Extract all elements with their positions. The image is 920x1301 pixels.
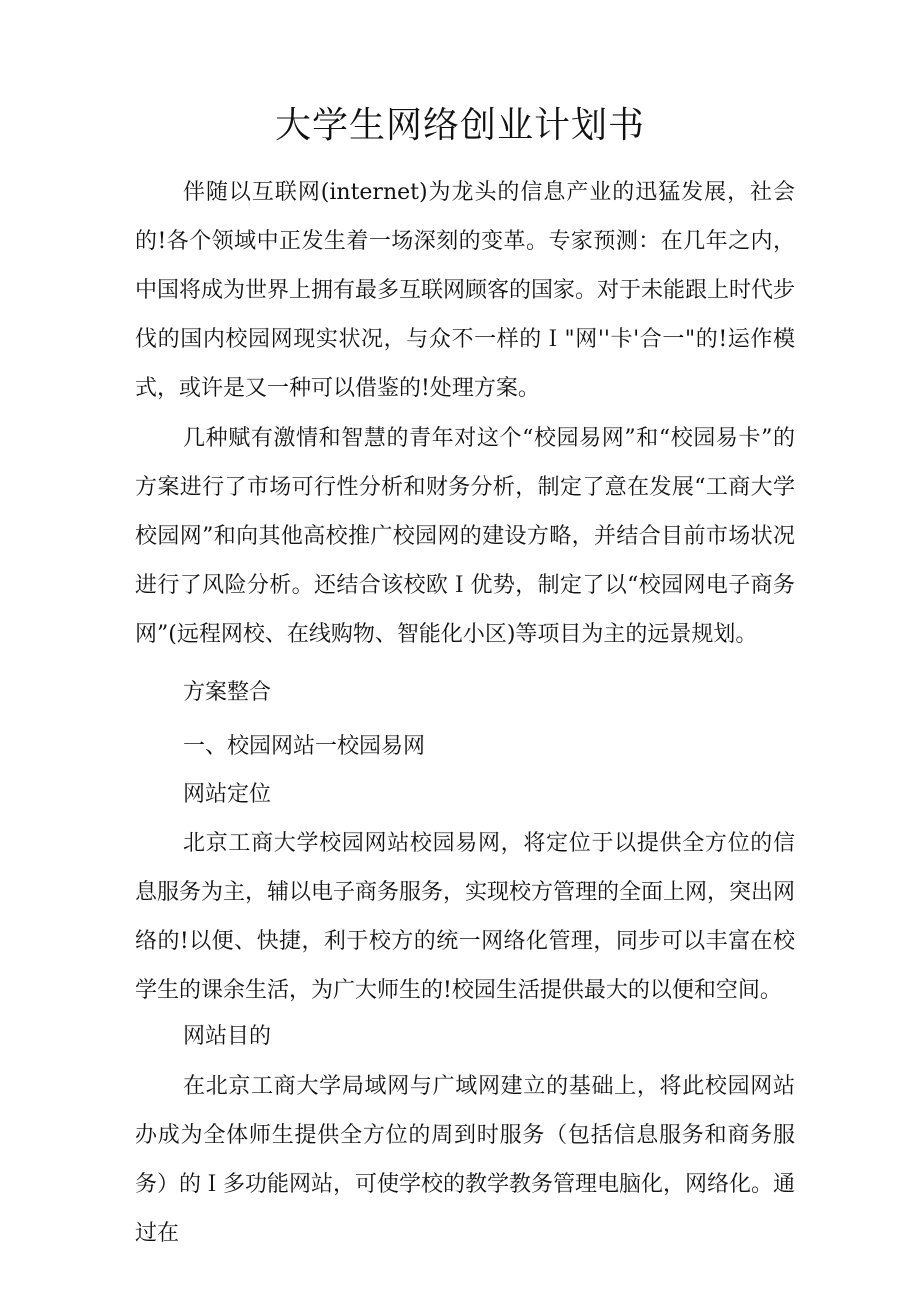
document-title: 大学生网络创业计划书	[274, 105, 645, 146]
intro-paragraph: 伴随以互联网(internet)为龙头的信息产业的迅猛发展，社会的!各个领域中正发生着一场深刻的变革。专家预测：在几年之内，中国将成为世界上拥有最多互联网顾客的国家。对于未能跟上时代步伐的国内校园网现实状况，与众不一样的Ｉ"网''卡'合一"的!运作模式，或许是又一种可以借鉴的!处理方案。	[135, 180, 796, 401]
section-heading-site-goal: 网站目的	[183, 1024, 272, 1049]
positioning-paragraph: 北京工商大学校园网站校园易网，将定位于以提供全方位的信息服务为主，辅以电子商务服务，实现校方管理的全面上网，突出网络的!以便、快捷，利于校方的统一网络化管理，同步可以丰富在校学生的课余生活，为广大师生的!校园生活提供最大的以便和空间。	[135, 831, 796, 1003]
goal-paragraph: 在北京工商大学局域网与广域网建立的基础上，将此校园网站办成为全体师生提供全方位的周到时服务（包括信息服务和商务服务）的Ｉ多功能网站，可使学校的教学教务管理电脑化，网络化。通过在	[135, 1074, 796, 1246]
section-heading-site-positioning: 网站定位	[183, 782, 272, 807]
section-heading-campus-website: 一、校园网站一校园易网	[183, 734, 426, 759]
analysis-paragraph: 几种赋有激情和智慧的青年对这个“校园易网”和“校园易卡”的方案进行了市场可行性分析和财务分析，制定了意在发展“工商大学校园网”和向其他高校推广校园网的建设方略，并结合目前市场状况进行了风险分析。还结合该校欧Ｉ优势，制定了以“校园网电子商务网”(远程网校、在线购物、智能化小区)等项目为主的远景规划。	[135, 426, 795, 647]
section-heading-plan-integration: 方案整合	[183, 680, 272, 705]
